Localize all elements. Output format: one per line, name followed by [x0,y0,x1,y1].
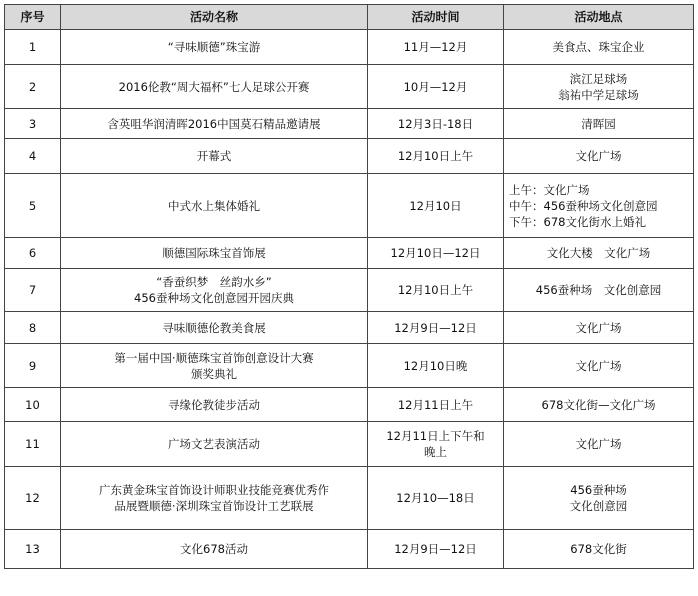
cell-activity-time-line: 12月11日上午 [397,397,474,412]
cell-activity-time [368,312,504,344]
table-row [5,30,694,65]
cell-activity-place [504,530,694,569]
header-no: 序号 [5,5,61,30]
table-row [5,388,694,422]
cell-activity-time [368,30,504,65]
cell-activity-name [61,388,368,422]
cell-activity-place [504,388,694,422]
cell-no: 13 [5,530,61,569]
cell-no: 8 [5,312,61,344]
cell-activity-place-line: 456蚕种场 文化创意园 [535,283,662,297]
cell-activity-place-line: 文化广场 [575,320,622,335]
cell-activity-place-line: 文化广场 [575,358,622,373]
cell-activity-time-line: 12月9日—12日 [394,542,477,556]
cell-no: 5 [5,174,61,238]
activity-schedule-table [4,4,694,569]
cell-activity-place-line: 上午：文化广场 [509,182,590,197]
cell-activity-name [61,65,368,109]
cell-activity-place-line: 678文化街 [570,542,627,556]
cell-activity-time [368,109,504,139]
cell-activity-time-line: 12月9日—12日 [394,320,477,335]
cell-activity-time [368,269,504,312]
cell-activity-name [61,174,368,238]
cell-activity-time [368,422,504,467]
header-activity-name: 活动名称 [61,5,368,30]
table-row [5,530,694,569]
cell-no: 11 [5,422,61,467]
cell-activity-place-line: 滨江足球场 [569,71,628,86]
header-activity-time: 活动时间 [368,5,504,30]
cell-activity-time-line: 12月10日晚 [403,358,468,373]
cell-activity-name [61,109,368,139]
table-header-row [5,5,694,30]
cell-no: 12 [5,467,61,530]
cell-activity-place-line: 678文化街—文化广场 [541,397,656,412]
cell-activity-time [368,388,504,422]
cell-activity-time-line: 10月—12月 [403,79,468,94]
cell-activity-time [368,65,504,109]
cell-activity-time-line: 12月11日上下午和 [386,429,485,443]
cell-activity-time-line: 12月10—18日 [396,491,475,505]
cell-activity-name-line: 颁奖典礼 [191,366,237,381]
table-row [5,65,694,109]
cell-activity-time [368,238,504,269]
cell-activity-place [504,269,694,312]
cell-activity-place [504,139,694,174]
cell-activity-place-line: 文化创意园 [569,499,628,513]
cell-activity-name [61,530,368,569]
cell-activity-name-line: 含英咀华润清晖2016中国莫石精品邀请展 [107,116,321,131]
cell-no: 1 [5,30,61,65]
header-activity-place: 活动地点 [504,5,694,30]
cell-activity-place [504,65,694,109]
cell-activity-time-line: 12月10日上午 [397,149,474,163]
cell-activity-name-line: “寻味顺德”珠宝游 [167,40,261,54]
cell-activity-name-line: 寻缘伦教徒步活动 [168,397,260,412]
cell-activity-place-line: 456蚕种场 [570,483,627,497]
cell-activity-place-line: 文化广场 [575,149,622,163]
table-body [5,30,694,569]
cell-activity-name [61,422,368,467]
cell-activity-time-line: 晚上 [424,445,447,459]
cell-activity-name [61,344,368,388]
table-row [5,312,694,344]
cell-no: 4 [5,139,61,174]
cell-activity-time [368,174,504,238]
cell-activity-name-line: 寻味顺德伦教美食展 [162,320,266,335]
cell-activity-name-line: 456蚕种场文化创意园开园庆典 [134,291,294,305]
cell-activity-name-line: 品展暨顺德·深圳珠宝首饰设计工艺联展 [114,499,314,513]
cell-activity-place-line: 文化大楼 文化广场 [546,246,651,260]
cell-activity-name [61,312,368,344]
cell-activity-time-line: 11月—12月 [403,40,468,54]
cell-activity-place-line: 下午：678文化街水上婚礼 [509,214,646,229]
cell-activity-name-line: 广东黄金珠宝首饰设计师职业技能竞赛优秀作 [99,483,329,497]
cell-activity-time [368,530,504,569]
cell-activity-name [61,467,368,530]
cell-activity-name-line: 开幕式 [196,149,232,163]
cell-activity-place [504,312,694,344]
cell-activity-name-line: “香蚕织梦 丝韵水乡” [156,275,272,289]
cell-no: 10 [5,388,61,422]
cell-no: 6 [5,238,61,269]
cell-activity-time-line: 12月10日上午 [397,283,474,297]
cell-activity-place [504,344,694,388]
cell-activity-time [368,344,504,388]
table-row [5,109,694,139]
cell-activity-place-line: 翁祐中学足球场 [558,87,639,102]
cell-activity-time-line: 12月10日 [409,198,462,213]
cell-activity-place [504,30,694,65]
cell-activity-name [61,139,368,174]
table-row [5,139,694,174]
cell-activity-name-line: 广场文艺表演活动 [168,437,260,451]
cell-activity-name [61,238,368,269]
cell-activity-time-line: 12月10日—12日 [390,246,481,260]
cell-activity-name-line: 中式水上集体婚礼 [168,198,260,213]
cell-activity-time [368,139,504,174]
cell-activity-place-line: 美食点、珠宝企业 [552,40,645,54]
table-row [5,269,694,312]
table-row [5,238,694,269]
cell-activity-place [504,467,694,530]
cell-activity-place-line: 文化广场 [575,437,622,451]
table-row [5,467,694,530]
cell-no: 9 [5,344,61,388]
cell-no: 3 [5,109,61,139]
cell-activity-place [504,109,694,139]
cell-no: 7 [5,269,61,312]
cell-activity-time-line: 12月3日-18日 [397,116,474,131]
cell-no: 2 [5,65,61,109]
cell-activity-name-line: 文化678活动 [180,542,248,556]
cell-activity-name-line: 第一届中国·顺德珠宝首饰创意设计大赛 [114,350,314,365]
cell-activity-name [61,269,368,312]
table-row [5,422,694,467]
cell-activity-name-line: 2016伦教“周大福杯”七人足球公开赛 [118,79,310,94]
cell-activity-time [368,467,504,530]
cell-activity-place [504,422,694,467]
cell-activity-place-line: 清晖园 [581,116,616,131]
cell-activity-place-line: 中午：456蚕种场文化创意园 [509,198,658,213]
table-row [5,174,694,238]
cell-activity-place [504,174,694,238]
cell-activity-name [61,30,368,65]
cell-activity-place [504,238,694,269]
cell-activity-name-line: 顺德国际珠宝首饰展 [162,246,266,260]
table-row [5,344,694,388]
